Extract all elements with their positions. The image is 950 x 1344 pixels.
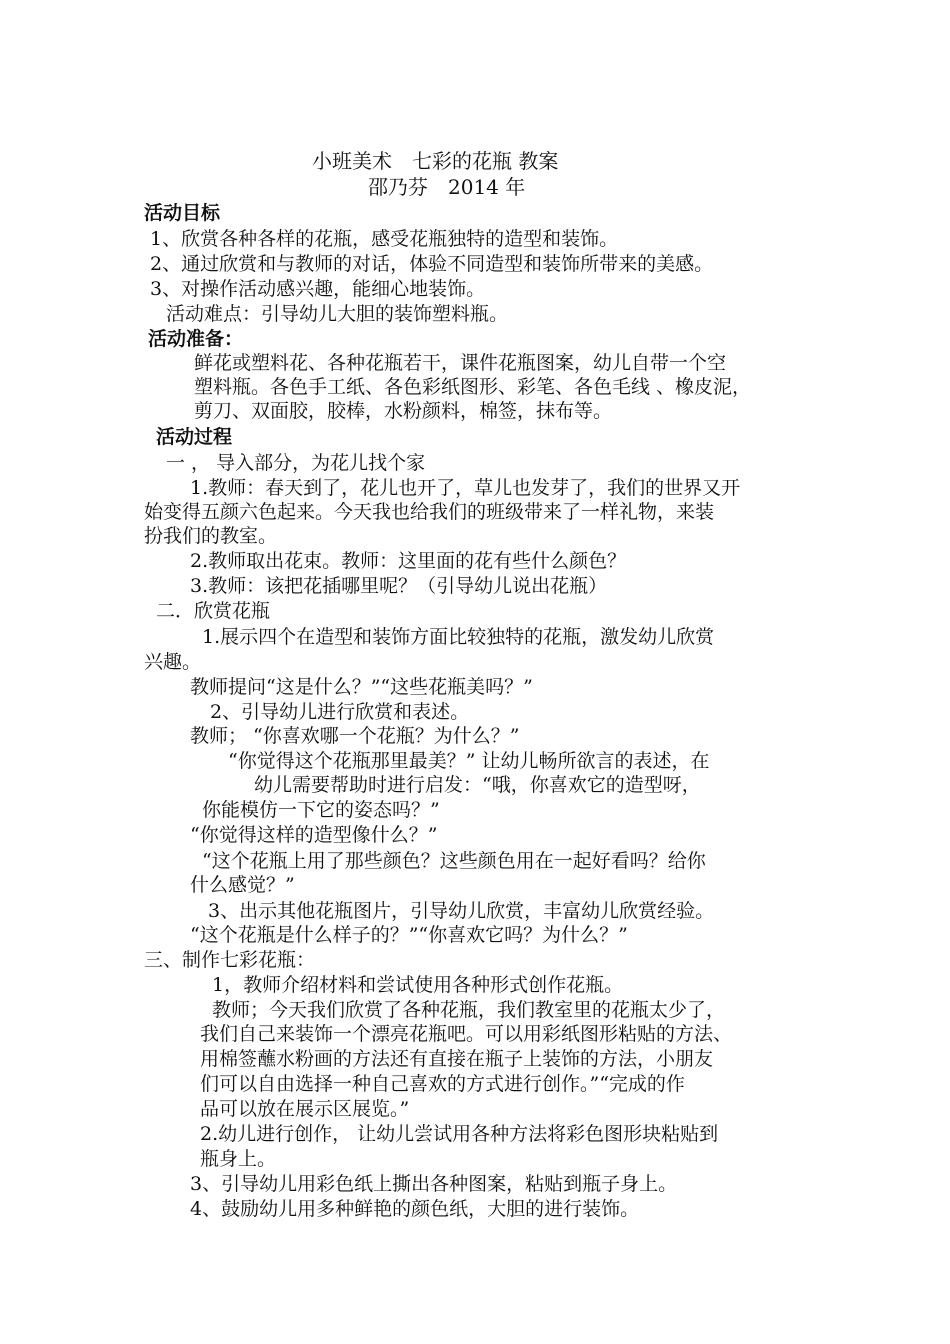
process-line: 1.展示四个在造型和装饰方面比较独特的花瓶，激发幼儿欣赏 [202,626,715,648]
process-line: 2、引导幼儿进行欣赏和表述。 [210,701,470,723]
process-line: 瓶身上。 [200,1148,277,1170]
process-line: 二．欣赏花瓶 [156,600,271,622]
process-line: 教师； “你喜欢哪一个花瓶？为什么？” [190,725,520,747]
process-line: 用棉签蘸水粉画的方法还有直接在瓶子上装饰的方法，小朋友 [200,1048,714,1070]
goal-item-2: 2、通过欣赏和与教师的对话，体验不同造型和装饰所带来的美感。 [150,253,714,275]
process-line: 我们自己来装饰一个漂亮花瓶吧。可以用彩纸图形粘贴的方法、 [200,1023,733,1045]
process-line: 兴趣。 [144,651,202,673]
process-line: “这个花瓶上用了那些颜色？这些颜色用在一起好看吗？给你 [202,850,706,872]
process-line: “你觉得这个花瓶那里最美？” 让幼儿畅所欲言的表述，在 [228,750,710,772]
author-line: 邵乃芬 2014 年 [368,175,526,199]
process-line: 什么感觉？” [190,874,295,896]
prep-line-3: 剪刀、双面胶，胶棒，水粉颜料，棉签，抹布等。 [194,400,613,422]
process-line: 幼儿需要帮助时进行启发：“哦，你喜欢它的造型呀， [254,774,701,796]
process-line: 品可以放在展示区展览。” [200,1098,410,1120]
process-line: 你能模仿一下它的姿态吗？” [202,799,440,821]
process-line: “这个花瓶是什么样子的？”“你喜欢它吗？为什么？” [190,924,628,946]
process-line: 3.教师：该把花插哪里呢？（引导幼儿说出花瓶） [190,575,608,597]
process-line: 扮我们的教室。 [144,525,278,547]
process-line: 4、鼓励幼儿用多种鲜艳的颜色纸，大胆的进行装饰。 [190,1198,640,1220]
process-line: 2.幼儿进行创作， 让幼儿尝试用各种方法将彩色图形块粘贴到 [200,1123,719,1145]
difficulty-line: 活动难点：引导幼儿大胆的装饰塑料瓶。 [166,303,509,325]
process-line: 始变得五颜六色起来。今天我也给我们的班级带来了一样礼物，来装 [144,501,715,523]
process-line: 一 ， 导入部分，为花儿找个家 [166,452,426,474]
process-line: 们可以自由选择一种自己喜欢的方式进行创作。”“完成的作 [200,1073,685,1095]
doc-title: 小班美术 七彩的花瓶 教案 [312,149,559,173]
process-line: 教师提问“这是什么？”“这些花瓶美吗？” [190,676,533,698]
process-line: 教师；今天我们欣赏了各种花瓶，我们教室里的花瓶太少了， [212,999,726,1021]
process-line: 三、制作七彩花瓶： [144,949,316,971]
goal-item-1: 1、欣赏各种各样的花瓶，感受花瓶独特的造型和装饰。 [150,228,619,250]
process-line: 2.教师取出花束。教师：这里面的花有些什么颜色？ [190,550,627,572]
section-heading-goals: 活动目标 [144,202,221,224]
prep-line-1: 鲜花或塑料花、各种花瓶若干，课件花瓶图案，幼儿自带一个空 [194,352,727,374]
section-heading-process: 活动过程 [156,426,233,448]
process-line: 1.教师：春天到了，花儿也开了，草儿也发芽了，我们的世界又开 [190,477,741,499]
section-heading-prep: 活动准备： [148,328,244,350]
process-line: 3、出示其他花瓶图片，引导幼儿欣赏，丰富幼儿欣赏经验。 [208,900,715,922]
process-line: 3、引导幼儿用彩色纸上撕出各种图案，粘贴到瓶子身上。 [190,1173,678,1195]
process-line: 1，教师介绍材料和尝试使用各种形式创作花瓶。 [212,974,624,996]
prep-line-2: 塑料瓶。各色手工纸、各色彩纸图形、彩笔、各色毛线 、橡皮泥， [194,376,752,398]
process-line: “你觉得这样的造型像什么？” [190,824,438,846]
goal-item-3: 3、对操作活动感兴趣，能细心地装饰。 [150,278,486,300]
